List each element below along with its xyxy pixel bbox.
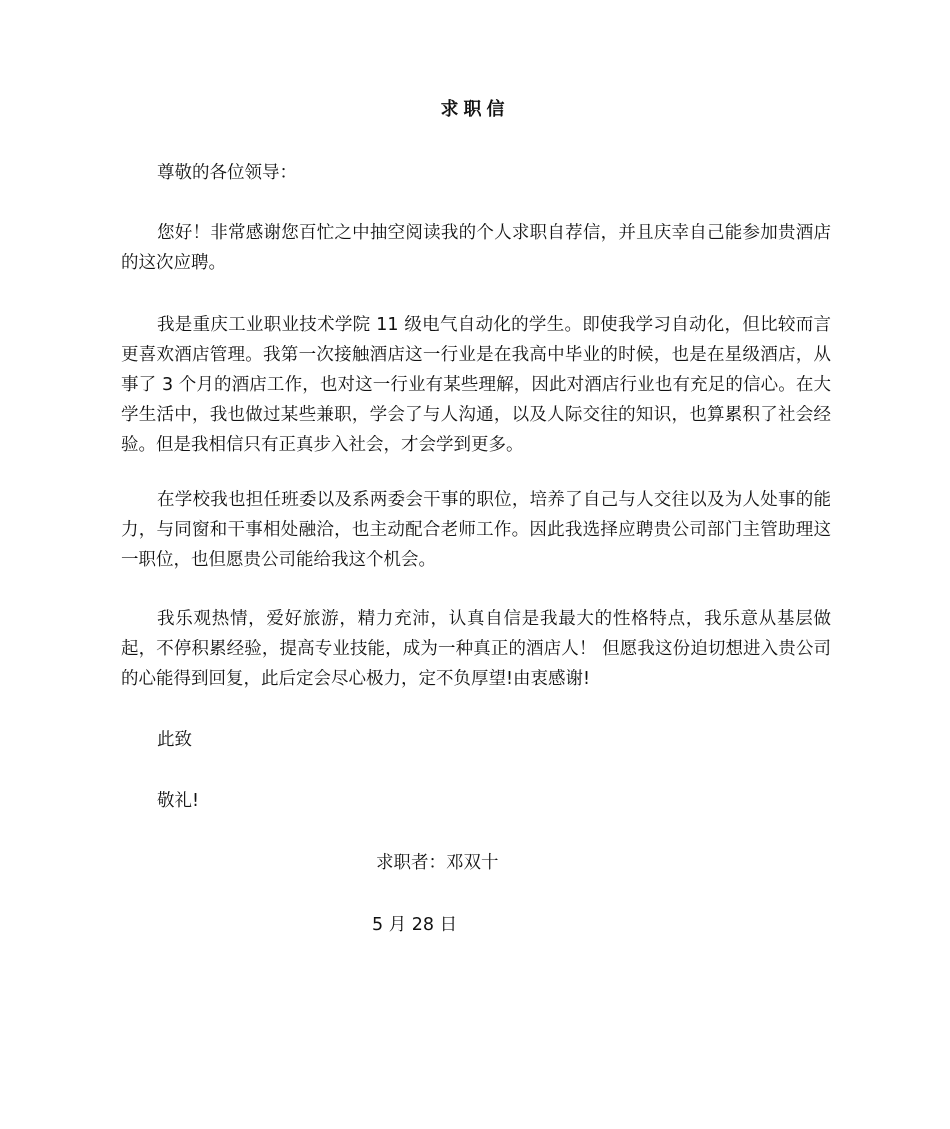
paragraph-personality: 我乐观热情，爱好旅游，精力充沛，认真自信是我最大的性格特点，我乐意从基层做起，不停积累经验，提高专业技能，成为一种真正的酒店人！ 但愿我这份迫切想进入贵公司的心能得到回复，此后定会尽心极力，定不负厚望!由衷感谢! — [121, 609, 831, 689]
page-title: 求职信 — [440, 99, 510, 120]
salutation: 尊敬的各位领导： — [157, 163, 297, 183]
paragraph-greeting: 您好！非常感谢您百忙之中抽空阅读我的个人求职自荐信，并且庆幸自己能参加贵酒店的这次应聘。 — [121, 223, 831, 273]
closing-cizhi: 此致 — [157, 730, 192, 750]
signer-line: 求职者：邓双十 — [376, 853, 499, 873]
paragraph-background: 我是重庆工业职业技术学院 11 级电气自动化的学生。即使我学习自动化，但比较而言更喜欢酒店管理。我第一次接触酒店这一行业是在我高中毕业的时候，也是在星级酒店，从事了 3 个月的酒店工作，也对这一行业有某些理解，因此对酒店行业也有充足的信心。在大学生活中，我也做过某些兼职，学会了与人沟通，以及人际交往的知识，也算累积了社会经验。但是我相信只有正真步入社会，才会学到更多。 — [121, 315, 831, 455]
closing-jingli: 敬礼! — [157, 791, 200, 811]
paragraph-school-experience: 在学校我也担任班委以及系两委会干事的职位，培养了自己与人交往以及为人处事的能力，与同窗和干事相处融洽，也主动配合老师工作。因此我选择应聘贵公司部门主管助理这一职位，也但愿贵公司能给我这个机会。 — [121, 490, 831, 570]
date-line: 5 月 28 日 — [372, 915, 458, 935]
